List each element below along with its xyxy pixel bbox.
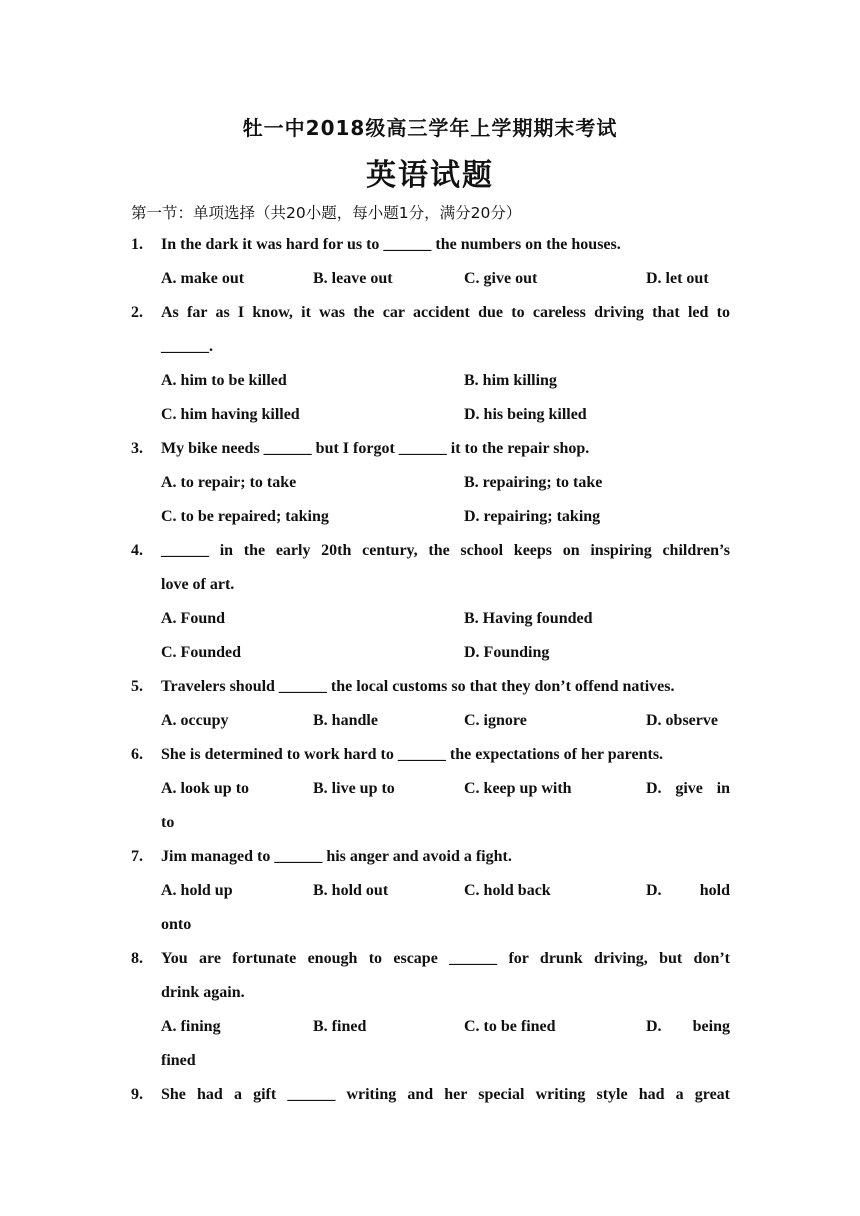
question-7: [0, 840, 860, 942]
option-a: A. Found: [161, 610, 226, 627]
question-number: 1.: [131, 236, 143, 253]
question-stem-continued: love of art.: [161, 576, 235, 593]
question-stem: As far as I know, it was the car accident due to careless driving that led to: [161, 304, 730, 321]
option-a: A. fining: [161, 1018, 221, 1035]
section-heading: 第一节：单项选择（共20小题，每小题1分，满分20分）: [131, 204, 522, 222]
option-b: B. Having founded: [464, 610, 593, 627]
school-title: 牡一中2018级高三学年上学期期末考试: [242, 116, 618, 140]
option-a: A. hold up: [161, 882, 233, 899]
option-d: D. Founding: [464, 644, 550, 661]
option-d: [646, 772, 730, 806]
option-b: B. repairing; to take: [464, 474, 603, 491]
option-c: C. hold back: [464, 882, 551, 899]
question-8: [0, 942, 860, 1078]
option-a: A. make out: [161, 270, 245, 287]
question-number: 8.: [131, 950, 143, 967]
question-3: [0, 432, 860, 534]
question-number: 4.: [131, 542, 143, 559]
option-b: B. leave out: [313, 270, 393, 287]
option-c: C. to be repaired; taking: [161, 508, 329, 525]
question-stem: She had a gift ______ writing and her special writing style had a great: [161, 1086, 730, 1103]
question-stem: ______ in the early 20th century, the school keeps on inspiring children’s: [161, 542, 730, 559]
question-list: [0, 228, 860, 1112]
question-5: [0, 670, 860, 738]
option-b: B. live up to: [313, 780, 395, 797]
question-stem: My bike needs ______ but I forgot ______ it to the repair shop.: [161, 440, 590, 457]
question-number: 6.: [131, 746, 143, 763]
option-a: A. look up to: [161, 780, 250, 797]
question-stem-continued: drink again.: [161, 984, 245, 1001]
question-stem: Travelers should ______ the local customs so that they don’t offend natives.: [161, 678, 675, 695]
option-word: D.: [646, 1018, 662, 1035]
option-word: D.: [646, 882, 662, 899]
option-b: B. hold out: [313, 882, 389, 899]
question-stem: In the dark it was hard for us to ______ the numbers on the houses.: [161, 236, 621, 253]
option-d: D. observe: [646, 712, 718, 729]
question-number: 5.: [131, 678, 143, 695]
option-d: D. let out: [646, 270, 709, 287]
option-word: D.: [646, 780, 662, 797]
option-c: C. give out: [464, 270, 538, 287]
question-stem: Jim managed to ______ his anger and avoid a fight.: [161, 848, 512, 865]
question-number: 9.: [131, 1086, 143, 1103]
question-number: 2.: [131, 304, 143, 321]
question-4: [0, 534, 860, 670]
option-d: D. his being killed: [464, 406, 587, 423]
option-c: C. to be fined: [464, 1018, 556, 1035]
question-number: 3.: [131, 440, 143, 457]
option-c: C. keep up with: [464, 780, 572, 797]
question-1: [0, 228, 860, 296]
option-b: B. him killing: [464, 372, 557, 389]
option-d-continued: fined: [161, 1052, 196, 1069]
question-stem: She is determined to work hard to ______ the expectations of her parents.: [161, 746, 664, 763]
option-c: C. Founded: [161, 644, 242, 661]
subject-title: 英语试题: [366, 158, 494, 193]
option-d-continued: onto: [161, 916, 192, 933]
option-b: B. handle: [313, 712, 378, 729]
option-d: D. repairing; taking: [464, 508, 601, 525]
option-c: C. him having killed: [161, 406, 300, 423]
question-stem-continued: ______.: [161, 338, 213, 355]
option-word: being: [692, 1018, 730, 1035]
option-d: [646, 874, 730, 908]
question-2: [0, 296, 860, 432]
question-number: 7.: [131, 848, 143, 865]
option-word: in: [716, 780, 730, 797]
option-d-continued: to: [161, 814, 175, 831]
option-a: A. to repair; to take: [161, 474, 297, 491]
question-stem: You are fortunate enough to escape ______ for drunk driving, but don’t: [161, 950, 730, 967]
option-d: [646, 1010, 730, 1044]
question-6: [0, 738, 860, 840]
option-a: A. occupy: [161, 712, 229, 729]
option-word: hold: [699, 882, 730, 899]
option-word: give: [675, 780, 703, 797]
option-a: A. him to be killed: [161, 372, 287, 389]
option-b: B. fined: [313, 1018, 367, 1035]
option-c: C. ignore: [464, 712, 527, 729]
question-9: [0, 1078, 860, 1112]
